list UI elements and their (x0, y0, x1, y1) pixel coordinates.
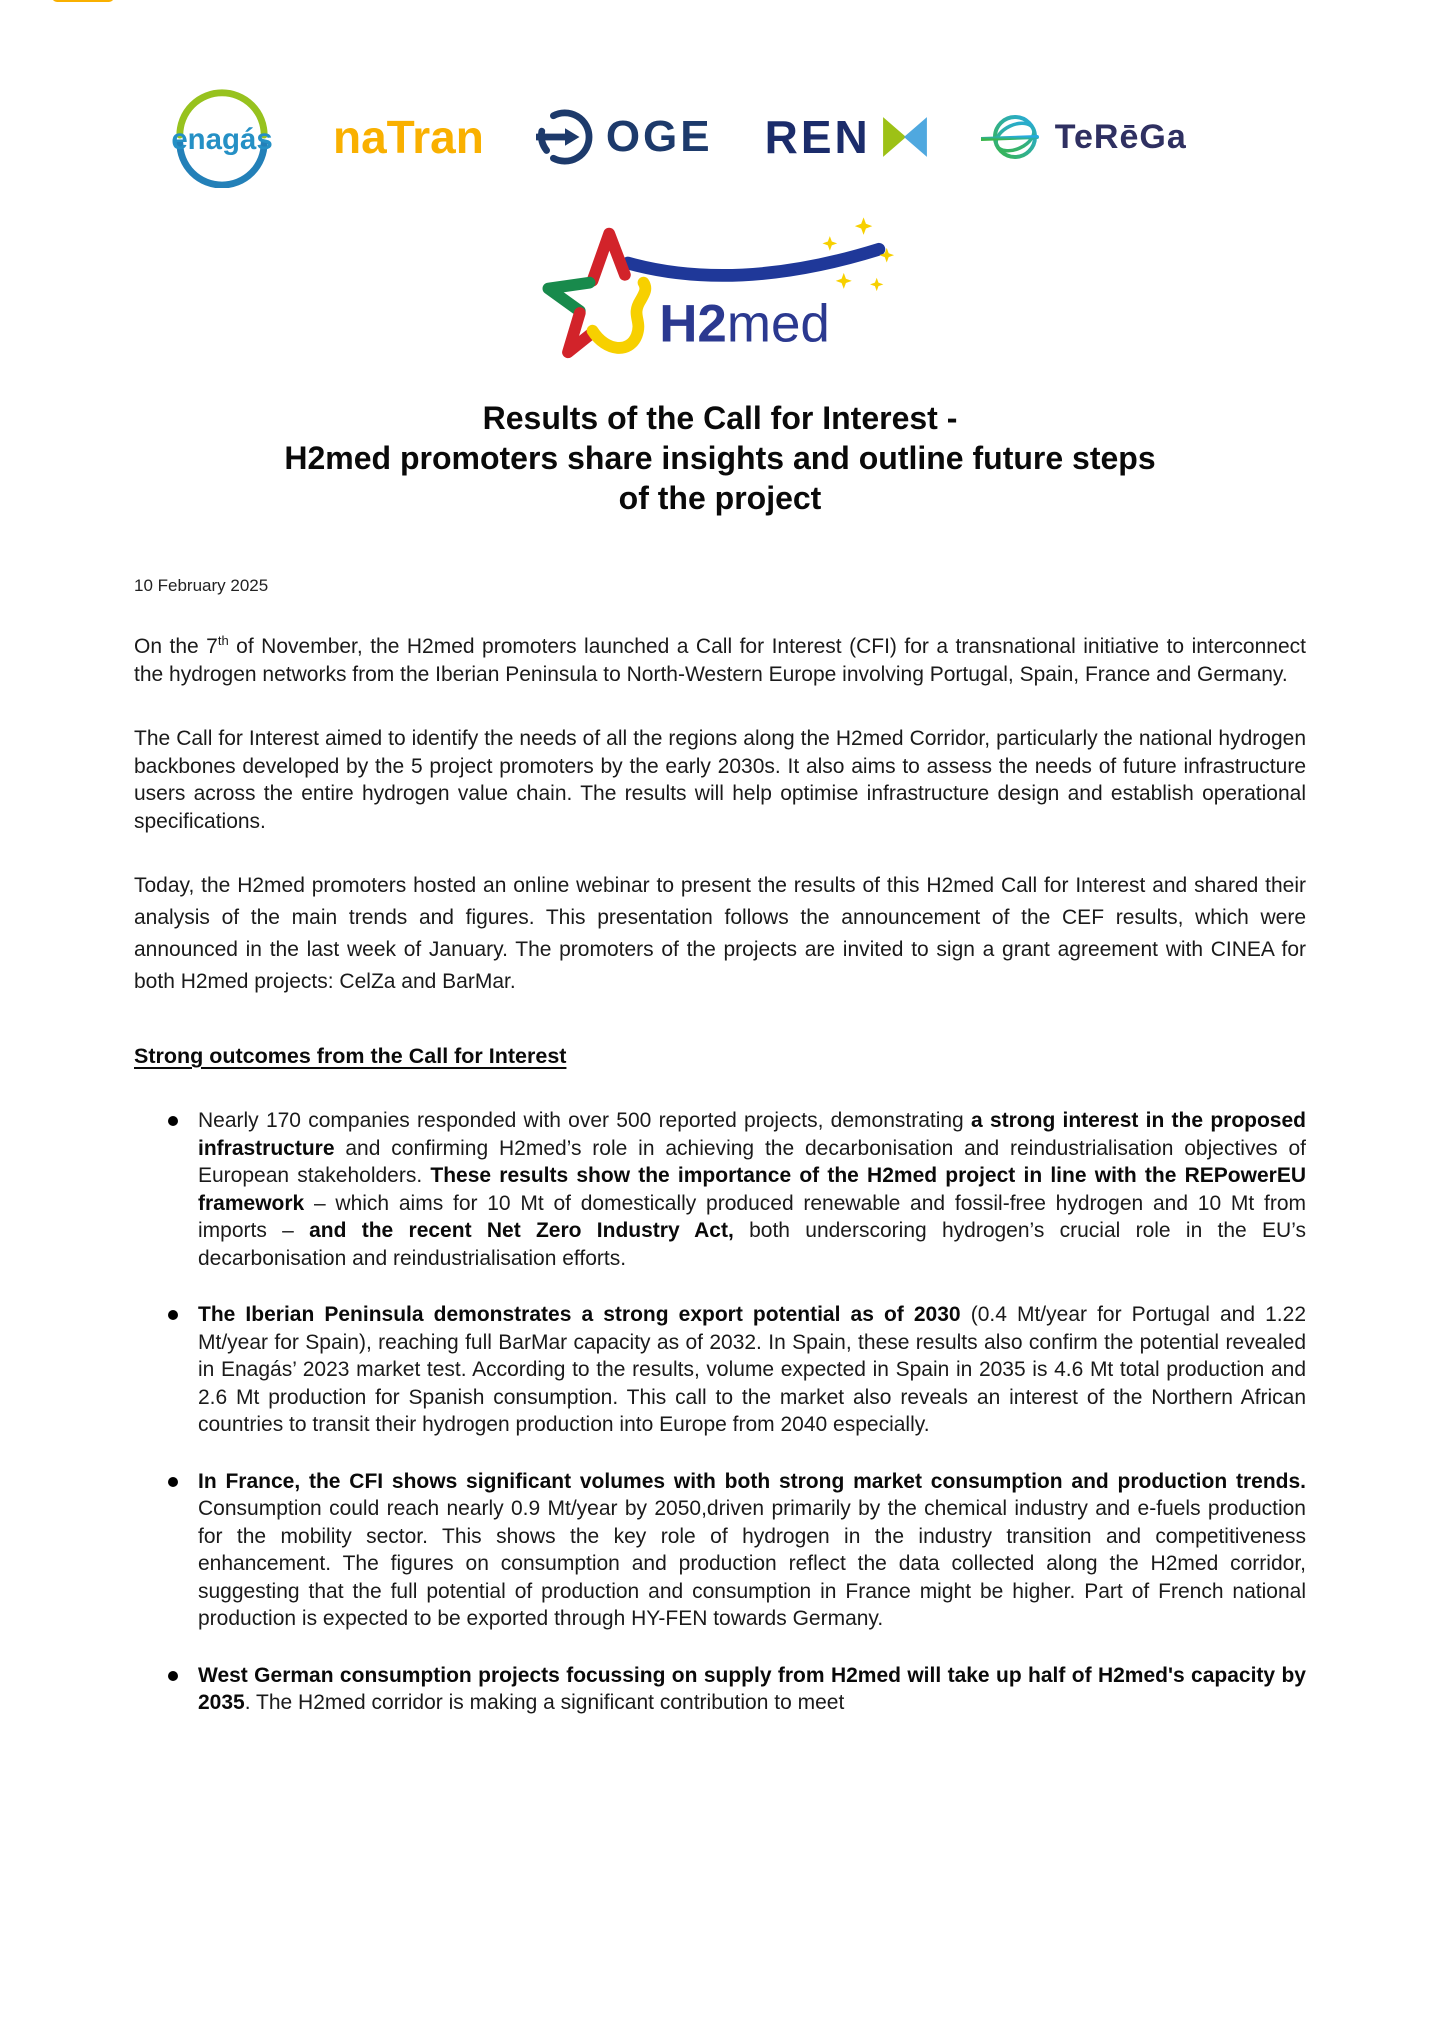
ren-logo (765, 110, 929, 164)
ren-triangles-icon (881, 116, 929, 158)
bullet-text: and confirming H2med’s role in achieving the decarbonisation and reindustrialisation objectives of European stakeholders. (198, 1136, 1306, 1187)
page-title (134, 398, 1306, 518)
paragraph-text: of November, the H2med promoters launched a Call for Interest (CFI) for a transnational initiative to interconnect the hydrogen networks from the Iberian Peninsula to North-Western Europe involving Portugal, Spain, France and Germany. (134, 635, 1306, 686)
terega-logo (981, 108, 1187, 166)
bullet-bold: These results show the importance of the H2med project in line with the REPowerEU framework (198, 1164, 1306, 1215)
bullet-text: – which aims for 10 Mt of domestically produced renewable and fossil-free hydrogen and 10 Mt from imports – (198, 1191, 1306, 1242)
bullet-text: Consumption could reach nearly 0.9 Mt/year by 2050,driven primarily by the chemical industry and e-fuels production for the mobility sector. This shows the key role of hydrogen in the industry transition and competitiveness enhancement. The figures on consumption and production reflect the data collected along the H2med corridor, suggesting that the full potential of production and consumption in France might be higher. Part of French national production is expected to be exported through HY-FEN towards Germany. (198, 1497, 1306, 1630)
bullet-bold: and the recent Net Zero Industry Act, (309, 1219, 734, 1242)
partner-logo-row (0, 0, 1440, 188)
h2med-wordmark-med: med (726, 294, 830, 354)
section-heading: Strong outcomes from the Call for Interest (134, 1044, 567, 1068)
enagas-circle-icon (163, 86, 281, 188)
bullet-dot-icon (168, 1477, 178, 1487)
ordinal-superscript: th (217, 633, 229, 648)
svg-text:H2med (659, 294, 830, 353)
h2med-star-icon (530, 214, 910, 366)
date: 10 February 2025 (134, 576, 269, 595)
terega-wordmark: TeRēGa (1054, 117, 1187, 156)
terega-globe-icon (981, 108, 1045, 166)
list-item-germany (134, 1662, 1306, 1717)
list-item-companies (134, 1107, 1306, 1272)
natran-bar-icon (52, 0, 114, 2)
h2med-wordmark-h2: H2 (659, 294, 727, 354)
ren-wordmark: REN (764, 111, 871, 163)
bullet-bold: The Iberian Peninsula demonstrates a strong export potential as of 2030 (198, 1303, 961, 1326)
bullet-dot-icon (168, 1116, 178, 1126)
enagas-wordmark: enagás (171, 122, 273, 156)
bullet-bold: West German consumption projects focussing on supply from H2med will take up half of H2med's capacity by 2035 (198, 1663, 1306, 1714)
paragraph-aims: The Call for Interest aimed to identify the needs of all the regions along the H2med Corridor, particularly the national hydrogen backbones developed by the 5 project promoters by the early 2030s. It also aims to assess the needs of future infrastructure users across the entire hydrogen value chain. The results will help optimise infrastructure design and establish operational specifications. (134, 727, 1306, 833)
title-line-1: Results of the Call for Interest - (482, 400, 958, 436)
title-line-2: H2med promoters share insights and outline future steps (284, 440, 1156, 476)
bullet-bold: a strong interest in the proposed infrastructure (198, 1109, 1306, 1160)
list-item-iberian (134, 1301, 1306, 1439)
paragraph-text: On the 7 (134, 635, 218, 658)
paragraph-intro (134, 633, 1306, 688)
bullet-text: (0.4 Mt/year for Portugal and 1.22 Mt/year for Spain), reaching full BarMar capacity as of 2032. In Spain, these results also confirm the potential revealed in Enagás’ 2023 market test. According to the results, volume expected in Spain in 2035 is 4.6 Mt total production and 2.6 Mt production for Spanish consumption. This call to the market also reveals an interest of the Northern African countries to transit their hydrogen production into Europe from 2040 especially. (198, 1303, 1306, 1436)
oge-wordmark: OGE (605, 112, 713, 161)
natran-logo (333, 111, 484, 163)
bullet-dot-icon (168, 1310, 178, 1320)
bullet-text: both underscoring hydrogen’s crucial role in the EU’s decarbonisation and reindustrialisation efforts. (198, 1219, 1306, 1270)
natran-wordmark: naTran (333, 111, 484, 163)
bullet-text: Nearly 170 companies responded with over 500 reported projects, demonstrating (198, 1109, 971, 1132)
title-line-3: of the project (618, 480, 822, 516)
list-item-france (134, 1468, 1306, 1633)
bullet-dot-icon (168, 1671, 178, 1681)
document-body (0, 398, 1440, 1717)
oge-arrow-circle-icon (536, 108, 594, 166)
outcomes-list (134, 1107, 1306, 1717)
paragraph-webinar: Today, the H2med promoters hosted an online webinar to present the results of this H2med Call for Interest and shared their analysis of the main trends and figures. This presentation follows the announcement of the CEF results, which were announced in the last week of January. The promoters of the projects are invited to sign a grant agreement with CINEA for both H2med projects: CelZa and BarMar. (134, 874, 1306, 993)
h2med-logo (0, 214, 1440, 366)
enagas-logo (163, 86, 281, 188)
bullet-bold: In France, the CFI shows significant volumes with both strong market consumption and production trends. (198, 1469, 1306, 1493)
bullet-text: . The H2med corridor is making a significant contribution to meet (244, 1691, 845, 1714)
oge-logo (536, 108, 713, 166)
